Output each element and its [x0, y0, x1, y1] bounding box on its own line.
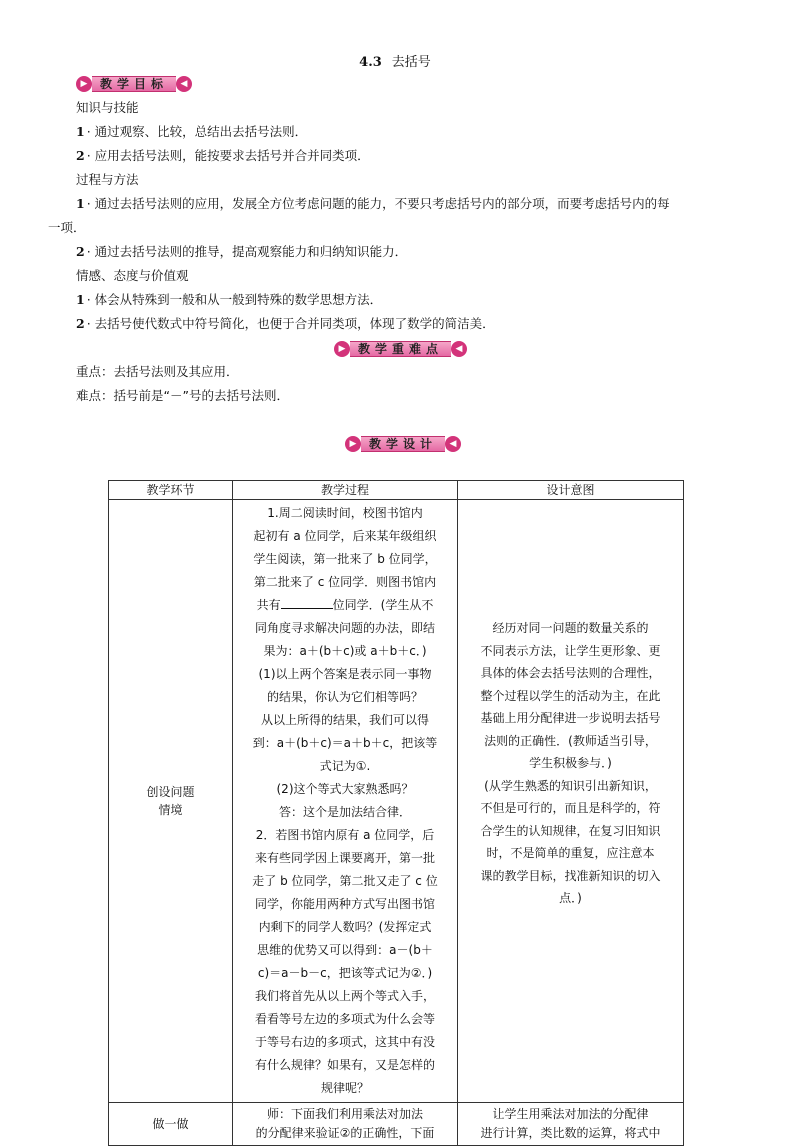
- arrow-left-icon: ◀: [445, 436, 461, 452]
- arrow-right-icon: ▶: [334, 341, 350, 357]
- stage-cell: 创设问题 情境: [109, 500, 233, 1103]
- arrow-right-icon: ▶: [345, 436, 361, 452]
- focus-text: 重点：去括号法则及其应用．: [76, 364, 239, 379]
- emotion-item-2: 2 · 去括号使代数式中符号简化，也便于合并同类项，体现了数学的简洁美．: [76, 316, 495, 331]
- emotion-item-1: 1 · 体会从特殊到一般和从一般到特殊的数学思想方法．: [76, 292, 383, 307]
- objectives-banner: [76, 75, 192, 93]
- process-cell: 师：下面我们利用乘法对加法 的分配律来验证②的正确性，下面: [233, 1103, 458, 1146]
- table-header-row: [109, 481, 684, 500]
- arrow-right-icon: ▶: [76, 76, 92, 92]
- knowledge-heading: 知识与技能: [76, 100, 139, 115]
- answer-blank: [281, 596, 333, 609]
- column-header: 教学环节: [109, 481, 233, 500]
- column-header: 设计意图: [458, 481, 684, 500]
- knowledge-item-2: 2 · 应用去括号法则，能按要求去括号并合并同类项．: [76, 148, 370, 163]
- process-cell: 1.周二阅读时间，校图书馆内 起初有 a 位同学，后来某年级组织 学生阅读，第一批来了 b 位同学， 第二批来了 c 位同学．则图书馆内 共有 位同学．(学生从不 同角度寻求解决问题的办法，即结 果为：a＋(b＋c)或 a＋b＋c．) (1)以上两个答案是表示同一事物 的结果，你认为它们相等吗？ 从以上所得的结果，我们可以得 到：a＋(b＋c)＝a＋b＋c，把该等 式记为①. (2)这个等式大家熟悉吗？ 答：这个是加法结合律． 2．若图书馆内原有 a 位同学，后 来有些同学因上课要离开，第一批 走了 b 位同学，第二批又走了 c 位 同学，你能用两种方式写出图书馆 内剩下的同学人数吗？(发挥定式 思维的优势又可以得到：a－(b＋ c)＝a－b－c，把该等式记为②．) 我们将首先从以上两个等式入手， 看看等号左边的多项式为什么会等 于等号右边的多项式，这其中有没 有什么规律？如果有，又是怎样的 规律呢？: [233, 500, 458, 1103]
- fill-in-line: 共有 位同学．(学生从不: [256, 598, 434, 612]
- intent-cell: 经历对同一问题的数量关系的 不同表示方法，让学生更形象、更 具体的体会去括号法则的合理性， 整个过程以学生的活动为主，在此 基础上用分配律进一步说明去括号 法则的正确性．(教师适当引导， 学生积极参与．) (从学生熟悉的知识引出新知识， 不但是可行的，而且是科学的，符 合学生的认知规律，在复习旧知识 时，不是简单的重复，应注意本 课的教学目标，找准新知识的切入 点．): [458, 500, 684, 1103]
- arrow-left-icon: ◀: [451, 341, 467, 357]
- key-points-banner: [334, 340, 467, 358]
- knowledge-item-1: 1 · 通过观察、比较，总结出去括号法则．: [76, 124, 308, 139]
- stage-cell: 做一做: [109, 1103, 233, 1146]
- table-row: [109, 500, 684, 1103]
- teaching-design-table: [108, 480, 684, 1146]
- difficulty-text: 难点：括号前是“－”号的去括号法则．: [76, 388, 289, 403]
- page-title: [0, 51, 790, 70]
- design-banner: [345, 435, 461, 453]
- table-row: [109, 1103, 684, 1146]
- process-item-1-cont: 一项．: [48, 220, 86, 235]
- process-item-1: 1 · 通过去括号法则的应用，发展全方位考虑问题的能力，不要只考虑括号内的部分项，而要考虑括号内的每: [76, 196, 670, 211]
- section-number: 4.3: [359, 55, 382, 70]
- column-header: 教学过程: [233, 481, 458, 500]
- emotion-heading: 情感、态度与价值观: [76, 268, 189, 283]
- banner-label: 教学重难点: [350, 341, 451, 357]
- process-heading: 过程与方法: [76, 172, 139, 187]
- banner-label: 教学目标: [92, 76, 176, 92]
- arrow-left-icon: ◀: [176, 76, 192, 92]
- process-item-2: 2 · 通过去括号法则的推导，提高观察能力和归纳知识能力．: [76, 244, 408, 259]
- intent-cell: 让学生用乘法对加法的分配律 进行计算，类比数的运算，将式中: [458, 1103, 684, 1146]
- section-title: 去括号: [391, 55, 431, 70]
- banner-label: 教学设计: [361, 436, 445, 452]
